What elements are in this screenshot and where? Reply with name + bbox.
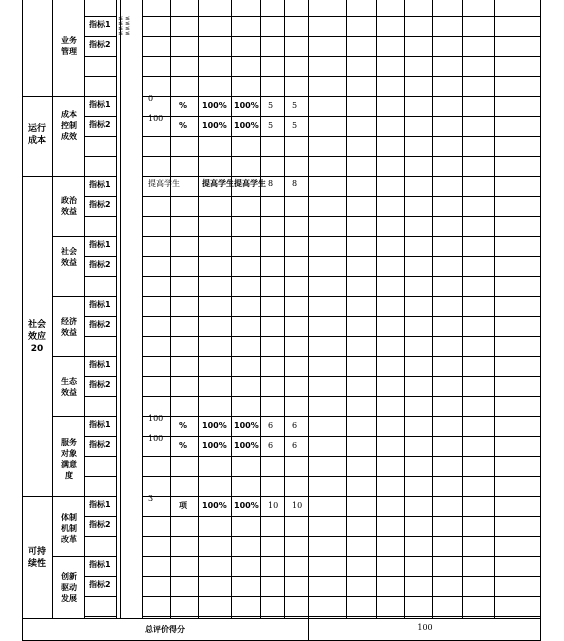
grid-line xyxy=(142,396,540,397)
subcategory-satisfaction xyxy=(59,437,79,481)
indicator-label: 指标1 xyxy=(89,300,111,309)
grid-line xyxy=(142,176,540,177)
grid-line xyxy=(142,116,540,117)
grid-line xyxy=(52,176,84,177)
footer-top-border xyxy=(22,618,540,619)
grid-line xyxy=(494,0,495,618)
grid-line xyxy=(198,0,199,618)
grid-line xyxy=(52,0,53,618)
grid-line xyxy=(142,576,540,577)
grid-line xyxy=(84,116,116,117)
grid-line xyxy=(142,456,540,457)
indicator-label: 指标1 xyxy=(89,560,111,569)
grid-line xyxy=(231,0,232,618)
grid-line xyxy=(142,216,540,217)
grid-line xyxy=(84,176,116,177)
grid-line xyxy=(142,356,540,357)
unit-cell: % xyxy=(179,421,188,430)
subcategory-label: 服务 对象 满意 度 xyxy=(61,438,77,480)
completion-cell: 100% xyxy=(234,501,259,510)
grid-line xyxy=(142,136,540,137)
category-social-effect xyxy=(22,319,52,355)
grid-line xyxy=(22,96,52,97)
target-cell: 提高学生 xyxy=(148,179,180,188)
unit-cell: % xyxy=(179,441,188,450)
actual-cell: 100% xyxy=(202,121,227,130)
indicator-label: 指标1 xyxy=(89,360,111,369)
grid-line xyxy=(142,256,540,257)
grid-line xyxy=(142,236,540,237)
weight-cell: 6 xyxy=(268,441,274,450)
indicator-label: 指标2 xyxy=(89,40,111,49)
grid-line xyxy=(84,76,116,77)
grid-line xyxy=(84,596,116,597)
grid-line xyxy=(84,496,116,497)
subcategory-label: 生态 效益 xyxy=(61,377,77,397)
score-cell: 8 xyxy=(292,179,298,188)
score-cell: 6 xyxy=(292,441,298,450)
grid-line xyxy=(284,0,285,618)
grid-line xyxy=(142,596,540,597)
completion-cell: 100% xyxy=(234,421,259,430)
category-label: 可持 续性 xyxy=(27,547,46,569)
score-cell: 10 xyxy=(292,501,303,510)
actual-cell: 提高学生 xyxy=(202,179,234,188)
completion-cell: 100% xyxy=(234,441,259,450)
completion-cell: 100% xyxy=(234,101,259,110)
grid-line xyxy=(142,56,540,57)
subcategory-label: 成本 控制 成效 xyxy=(61,110,77,141)
indicator-label: 指标1 xyxy=(89,500,111,509)
subcategory-label: 社会 效益 xyxy=(61,247,77,267)
subcategory-label: 政治 效益 xyxy=(61,196,77,216)
grid-line xyxy=(52,356,84,357)
target-cell: 100 xyxy=(148,434,164,443)
grid-line xyxy=(170,0,171,618)
score-cell: 6 xyxy=(292,421,298,430)
indicator-label: 指标2 xyxy=(89,520,111,529)
indicator-label: 指标1 xyxy=(89,180,111,189)
grid-line xyxy=(84,536,116,537)
grid-line xyxy=(432,0,433,618)
grid-line xyxy=(142,36,540,37)
grid-line xyxy=(142,0,143,618)
grid-line xyxy=(84,436,116,437)
subcategory-political-benefit xyxy=(59,195,79,217)
grid-line xyxy=(84,136,116,137)
grid-line xyxy=(308,618,309,641)
grid-line xyxy=(142,156,540,157)
grid-line xyxy=(142,416,540,417)
weight-cell: 5 xyxy=(268,121,274,130)
subcategory-system-reform xyxy=(59,512,79,545)
grid-line xyxy=(142,436,540,437)
grid-line xyxy=(84,236,116,237)
actual-cell: 100% xyxy=(202,101,227,110)
grid-line xyxy=(84,276,116,277)
grid-line xyxy=(376,0,377,618)
grid-line xyxy=(84,356,116,357)
indicator-label: 指标1 xyxy=(89,100,111,109)
completion-cell: 提高学生 xyxy=(234,179,266,188)
unit-cell: 项 xyxy=(179,501,187,510)
grid-line xyxy=(308,0,309,618)
completion-cell: 100% xyxy=(234,121,259,130)
grid-line xyxy=(84,216,116,217)
subcategory-label: 创新 驱动 发展 xyxy=(61,572,77,603)
weight-cell: 10 xyxy=(268,501,279,510)
grid-line xyxy=(84,256,116,257)
weight-cell: 6 xyxy=(268,421,274,430)
grid-line xyxy=(84,56,116,57)
grid-line xyxy=(142,496,540,497)
target-cell: 3 xyxy=(148,494,154,503)
grid-line xyxy=(52,496,84,497)
category-label: 运行 成本 xyxy=(27,124,46,146)
grid-line xyxy=(142,616,540,617)
grid-line xyxy=(142,16,540,17)
grid-line xyxy=(84,556,116,557)
subcategory-cost-control xyxy=(59,109,79,142)
target-cell: 100 xyxy=(148,414,164,423)
grid-line xyxy=(142,76,540,77)
margin-marks: ≤ ≤ ≤ ≤ ≤ ≤ ≤ ≤ xyxy=(118,15,130,37)
target-cell: 100 xyxy=(148,114,164,123)
actual-cell: 100% xyxy=(202,441,227,450)
subcategory-label: 体制 机制 改革 xyxy=(61,513,77,544)
grid-line xyxy=(84,0,85,618)
grid-line xyxy=(52,236,84,237)
grid-line xyxy=(52,416,84,417)
grid-line xyxy=(120,0,121,618)
grid-line xyxy=(404,0,405,618)
score-cell: 5 xyxy=(292,121,298,130)
grid-line xyxy=(52,296,84,297)
grid-line xyxy=(84,196,116,197)
grid-line xyxy=(346,0,347,618)
indicator-label: 指标2 xyxy=(89,200,111,209)
grid-line xyxy=(84,316,116,317)
indicator-label: 指标2 xyxy=(89,440,111,449)
table-right-border xyxy=(540,618,541,641)
grid-line xyxy=(22,496,52,497)
score-cell: 5 xyxy=(292,101,298,110)
grid-line xyxy=(142,336,540,337)
subcategory-business-mgmt xyxy=(59,35,79,57)
grid-line xyxy=(142,476,540,477)
grid-line xyxy=(84,616,116,617)
grid-line xyxy=(142,276,540,277)
total-score-label: 总评价得分 xyxy=(145,625,185,634)
grid-line xyxy=(84,36,116,37)
grid-line xyxy=(462,0,463,618)
grid-line xyxy=(142,536,540,537)
grid-line xyxy=(84,456,116,457)
grid-line xyxy=(52,96,84,97)
actual-cell: 100% xyxy=(202,501,227,510)
grid-line xyxy=(142,556,540,557)
grid-line xyxy=(142,196,540,197)
indicator-label: 指标2 xyxy=(89,380,111,389)
category-sustainability xyxy=(22,546,52,570)
category-operating-cost xyxy=(22,123,52,147)
grid-line xyxy=(84,516,116,517)
grid-line xyxy=(22,176,52,177)
unit-cell: % xyxy=(179,101,188,110)
subcategory-social-benefit xyxy=(59,246,79,268)
subcategory-label: 经济 效益 xyxy=(61,317,77,337)
grid-line xyxy=(142,96,540,97)
grid-line xyxy=(84,336,116,337)
grid-line xyxy=(540,0,541,618)
subcategory-label: 业务 管理 xyxy=(61,36,77,56)
grid-line xyxy=(84,476,116,477)
grid-line xyxy=(142,316,540,317)
subcategory-innovation xyxy=(59,571,79,604)
grid-line xyxy=(84,156,116,157)
subcategory-ecological-benefit xyxy=(59,376,79,398)
grid-line xyxy=(142,516,540,517)
indicator-label: 指标1 xyxy=(89,240,111,249)
target-cell: 0 xyxy=(148,94,154,103)
indicator-label: 指标1 xyxy=(89,20,111,29)
grid-line xyxy=(84,376,116,377)
indicator-label: 指标2 xyxy=(89,320,111,329)
grid-line xyxy=(142,376,540,377)
unit-cell: % xyxy=(179,121,188,130)
grid-line xyxy=(52,556,84,557)
grid-line xyxy=(260,0,261,618)
grid-line xyxy=(84,576,116,577)
indicator-label: 指标2 xyxy=(89,580,111,589)
indicator-label: 指标2 xyxy=(89,120,111,129)
grid-line xyxy=(116,0,117,618)
weight-cell: 8 xyxy=(268,179,274,188)
subcategory-economic-benefit xyxy=(59,316,79,338)
indicator-label: 指标2 xyxy=(89,260,111,269)
grid-line xyxy=(84,296,116,297)
grid-line xyxy=(84,96,116,97)
indicator-label: 指标1 xyxy=(89,420,111,429)
weight-cell: 5 xyxy=(268,101,274,110)
grid-line xyxy=(84,16,116,17)
grid-line xyxy=(142,296,540,297)
grid-line xyxy=(84,416,116,417)
category-label: 社会 效应 20 xyxy=(27,320,46,354)
actual-cell: 100% xyxy=(202,421,227,430)
total-score-value: 100 xyxy=(417,623,433,632)
grid-line xyxy=(84,396,116,397)
